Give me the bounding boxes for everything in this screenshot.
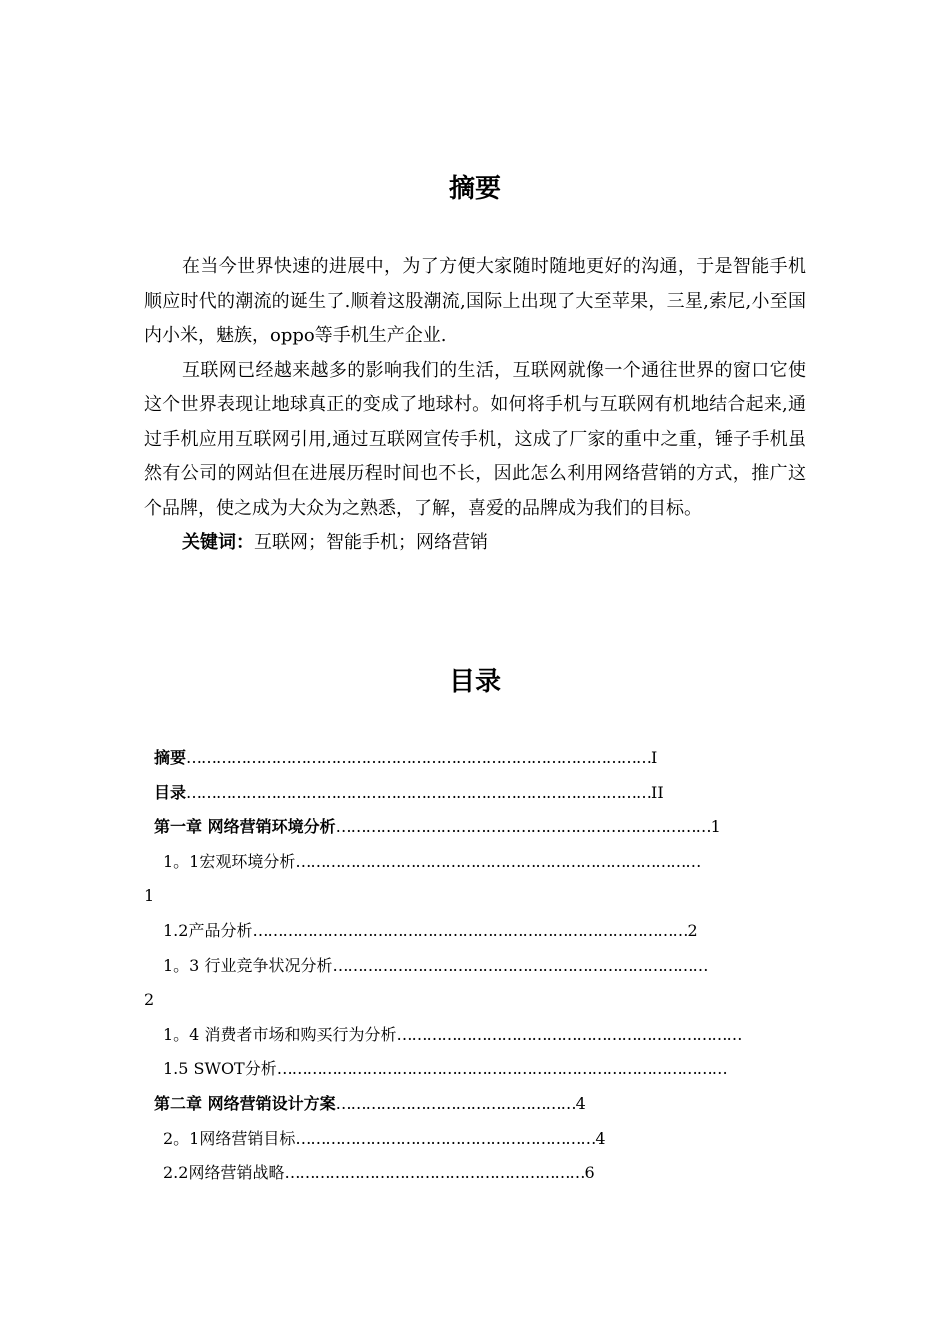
toc-page-number: 1 [144,886,155,906]
toc-leader-dots: ………………………………………………………………………………… [186,782,652,802]
toc-page-number: 2 [687,920,698,940]
abstract-body [144,250,806,561]
toc-entry-text: 2.2网络营销战略 [163,1163,285,1183]
toc-leader-dots: ………………………………………………………………………………… [186,748,652,767]
toc-entry-text: 1.5 SWOT分析 [163,1059,277,1079]
toc-leader-dots: …………………………………………………… [295,1128,596,1148]
toc-page-number: 4 [575,1093,586,1113]
toc-leader-dots: …………………………………………………………… [396,1024,742,1044]
toc-page-number: 2 [144,990,155,1010]
toc-entry[interactable] [144,949,824,984]
abstract-paragraph-1: 在当今世界快速的进展中，为了方便大家随时随地更好的沟通，于是智能手机顺应时代的潮流的诞生了.顺着这股潮流,国际上出现了大至苹果，三星,索尼,小至国内小米，魅族，oppo等手机生产企业. [144,256,806,346]
toc-leader-dots: ………………………………………………………………… [335,817,711,837]
toc-entry-text: 第二章 网络营销设计方案 [154,1093,336,1113]
toc-leader-dots: ……………………………………………………………………… [295,851,701,871]
toc-entry[interactable] [144,776,824,811]
toc-entry[interactable] [144,1087,824,1122]
toc-entry[interactable] [144,741,824,776]
toc-entry-text: 第一章 网络营销环境分析 [154,817,336,837]
toc-title: 目录 [448,667,501,697]
toc-leader-dots: ………………………………………………………………… [332,955,708,975]
toc-leader-dots: ……………………………………………………………………………… [276,1059,727,1079]
keywords-line [144,526,806,561]
abstract-title: 摘要 [448,174,501,204]
toc-entry-text: 1。1宏观环境分析 [163,851,296,871]
toc-page-number: 4 [595,1128,606,1148]
toc-leader-dots: ………………………………………… [335,1093,576,1113]
toc-entry-text: 1。3 行业竞争状况分析 [163,955,333,975]
toc-entry-text: 目录 [154,782,187,802]
toc-entry[interactable] [144,810,824,845]
toc-page-number: 1 [710,817,721,837]
table-of-contents [144,741,824,1191]
toc-entry[interactable] [144,1156,824,1191]
toc-entry-text: 1。4 消费者市场和购买行为分析 [163,1024,397,1044]
toc-page-number: II [651,782,664,802]
keywords-value: 互联网；智能手机；网络营销 [254,532,488,553]
toc-entry-text: 摘要 [154,748,187,767]
toc-leader-dots: …………………………………………………… [284,1163,585,1183]
toc-leader-dots: …………………………………………………………………………… [252,920,688,940]
toc-entry-wrap [144,879,824,914]
abstract-paragraph-2: 互联网已经越来越多的影响我们的生活，互联网就像一个通往世界的窗口它使这个世界表现让地球真正的变成了地球村。如何将手机与互联网有机地结合起来,通过手机应用互联网引用,通过互联网宣传手机，这成了厂家的重中之重，锤子手机虽然有公司的网站但在进展历程时间也不长，因此怎么利用网络营销的方式，推广这个品牌，使之成为大众为之熟悉，了解，喜爱的品牌成为我们的目标。 [144,359,806,519]
toc-entry-wrap [144,983,824,1018]
toc-page-number: 6 [584,1163,595,1183]
toc-entry[interactable] [144,1018,824,1053]
toc-entry[interactable] [144,845,824,880]
keywords-label: 关键词： [182,532,254,553]
toc-entry-text: 1.2产品分析 [163,920,253,940]
toc-entry-text: 2。1网络营销目标 [163,1128,296,1148]
toc-entry[interactable] [144,1052,824,1087]
toc-entry[interactable] [144,1122,824,1157]
toc-entry[interactable] [144,914,824,949]
toc-page-number: I [651,748,658,767]
